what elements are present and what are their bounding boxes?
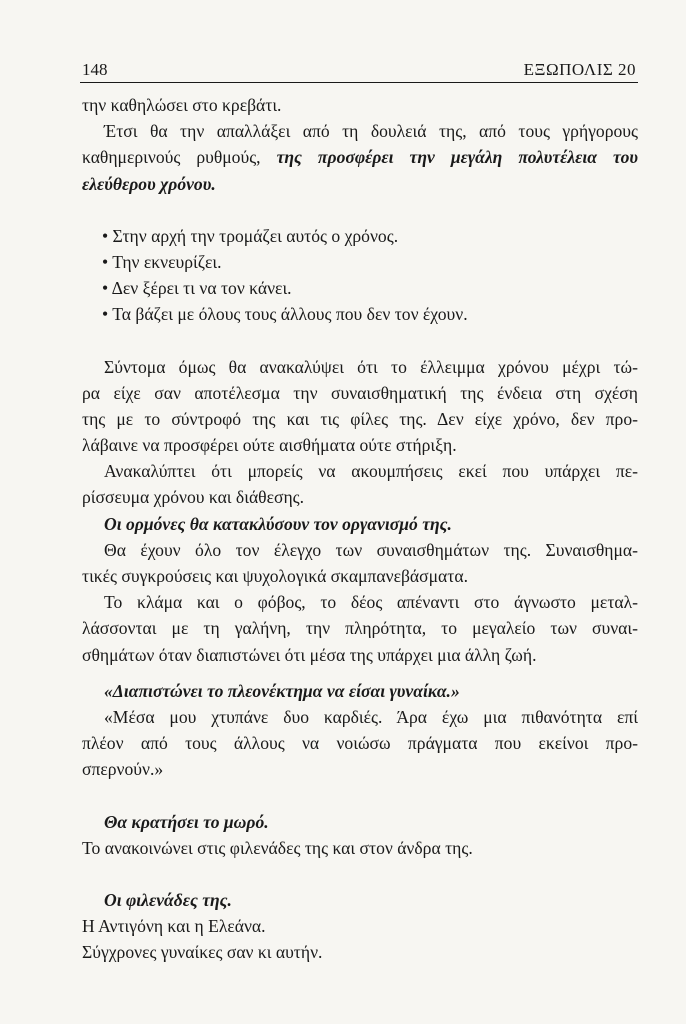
list-item: • Στην αρχή την τρομάζει αυτός ο χρόνος.: [102, 225, 399, 246]
text-line: Το κλάμα και ο φόβος, το δέος απέναντι στο άγνωστο μεταλ-: [104, 592, 638, 613]
text-line: της με το σύντροφό της και τις φίλες της. Δεν είχε χρόνο, δεν προ-: [82, 408, 638, 429]
text-line: λάσσονται με τη γαλήνη, την πληρότητα, το μεγαλείο των συναι-: [82, 618, 638, 639]
text-line: «Μέσα μου χτυπάνε δυο καρδιές. Άρα έχω μια πιθανότητα επί: [104, 706, 638, 727]
text-line: ρίσσευμα χρόνου και διάθεσης.: [82, 487, 305, 508]
text-line: Το ανακοινώνει στις φιλενάδες της και στον άνδρα της.: [82, 837, 473, 858]
section-heading: Οι ορμόνες θα κατακλύσουν τον οργανισμό της.: [104, 513, 452, 534]
text-line: την καθηλώσει στο κρεβάτι.: [82, 95, 282, 115]
page-body: [82, 92, 638, 965]
bullet-list: [82, 223, 638, 328]
text-line: λάβαινε να προσφέρει ούτε αισθήματα ούτε στήριξη.: [82, 435, 457, 456]
text-line: τικές συγκρούσεις και ψυχολογικά σκαμπανεβάσματα.: [82, 566, 468, 586]
list-item: • Τα βάζει με όλους τους άλλους που δεν τον έχουν.: [102, 304, 468, 325]
text-line: Η Αντιγόνη και η Ελεάνα.: [82, 916, 266, 937]
section-heading: «Διαπιστώνει το πλεονέκτημα να είσαι γυναίκα.»: [104, 680, 460, 701]
page-number: 148: [82, 60, 108, 79]
list-item: • Δεν ξέρει τι να τον κάνει.: [102, 278, 292, 299]
text-line: Έτσι θα την απαλλάξει από τη δουλειά της, από τους γρήγορους: [104, 121, 638, 142]
text-line: σπερνούν.»: [82, 759, 164, 780]
running-head: ΕΞΩΠΟΛΙΣ 20: [523, 60, 636, 79]
list-item: • Την εκνευρίζει.: [102, 251, 222, 272]
text-line: ρα είχε σαν αποτέλεσμα την συναισθηματική της ένδεια στη σχέση: [82, 382, 638, 403]
text-line: Σύντομα όμως θα ανακαλύψει ότι το έλλειμμα χρόνου μέχρι τώ-: [104, 356, 638, 377]
text-line: Θα έχουν όλο τον έλεγχο των συναισθημάτων της. Συναισθημα-: [104, 539, 638, 560]
page-header: [80, 58, 638, 83]
text-line: Σύγχρονες γυναίκες σαν κι αυτήν.: [82, 942, 323, 963]
text-line: Ανακαλύπτει ότι μπορείς να ακουμπήσεις εκεί που υπάρχει πε-: [104, 461, 638, 482]
text-line: σθημάτων όταν διαπιστώνει ότι μέσα της υπάρχει μια άλλη ζωή.: [82, 644, 537, 665]
text-line: πλέον από τους άλλους να νοιώσω πράγματα που εκείνοι προ-: [82, 733, 638, 754]
text-span: καθημερινούς ρυθμούς,: [82, 147, 277, 168]
text-line-mixed: [82, 144, 638, 170]
emphasis-text: ελεύθερου χρόνου.: [82, 173, 216, 194]
section-heading: Θα κρατήσει το μωρό.: [104, 811, 269, 832]
section-heading: Οι φιλενάδες της.: [104, 889, 232, 910]
emphasis-text: της προσφέρει την μεγάλη πολυτέλεια του: [276, 147, 639, 168]
